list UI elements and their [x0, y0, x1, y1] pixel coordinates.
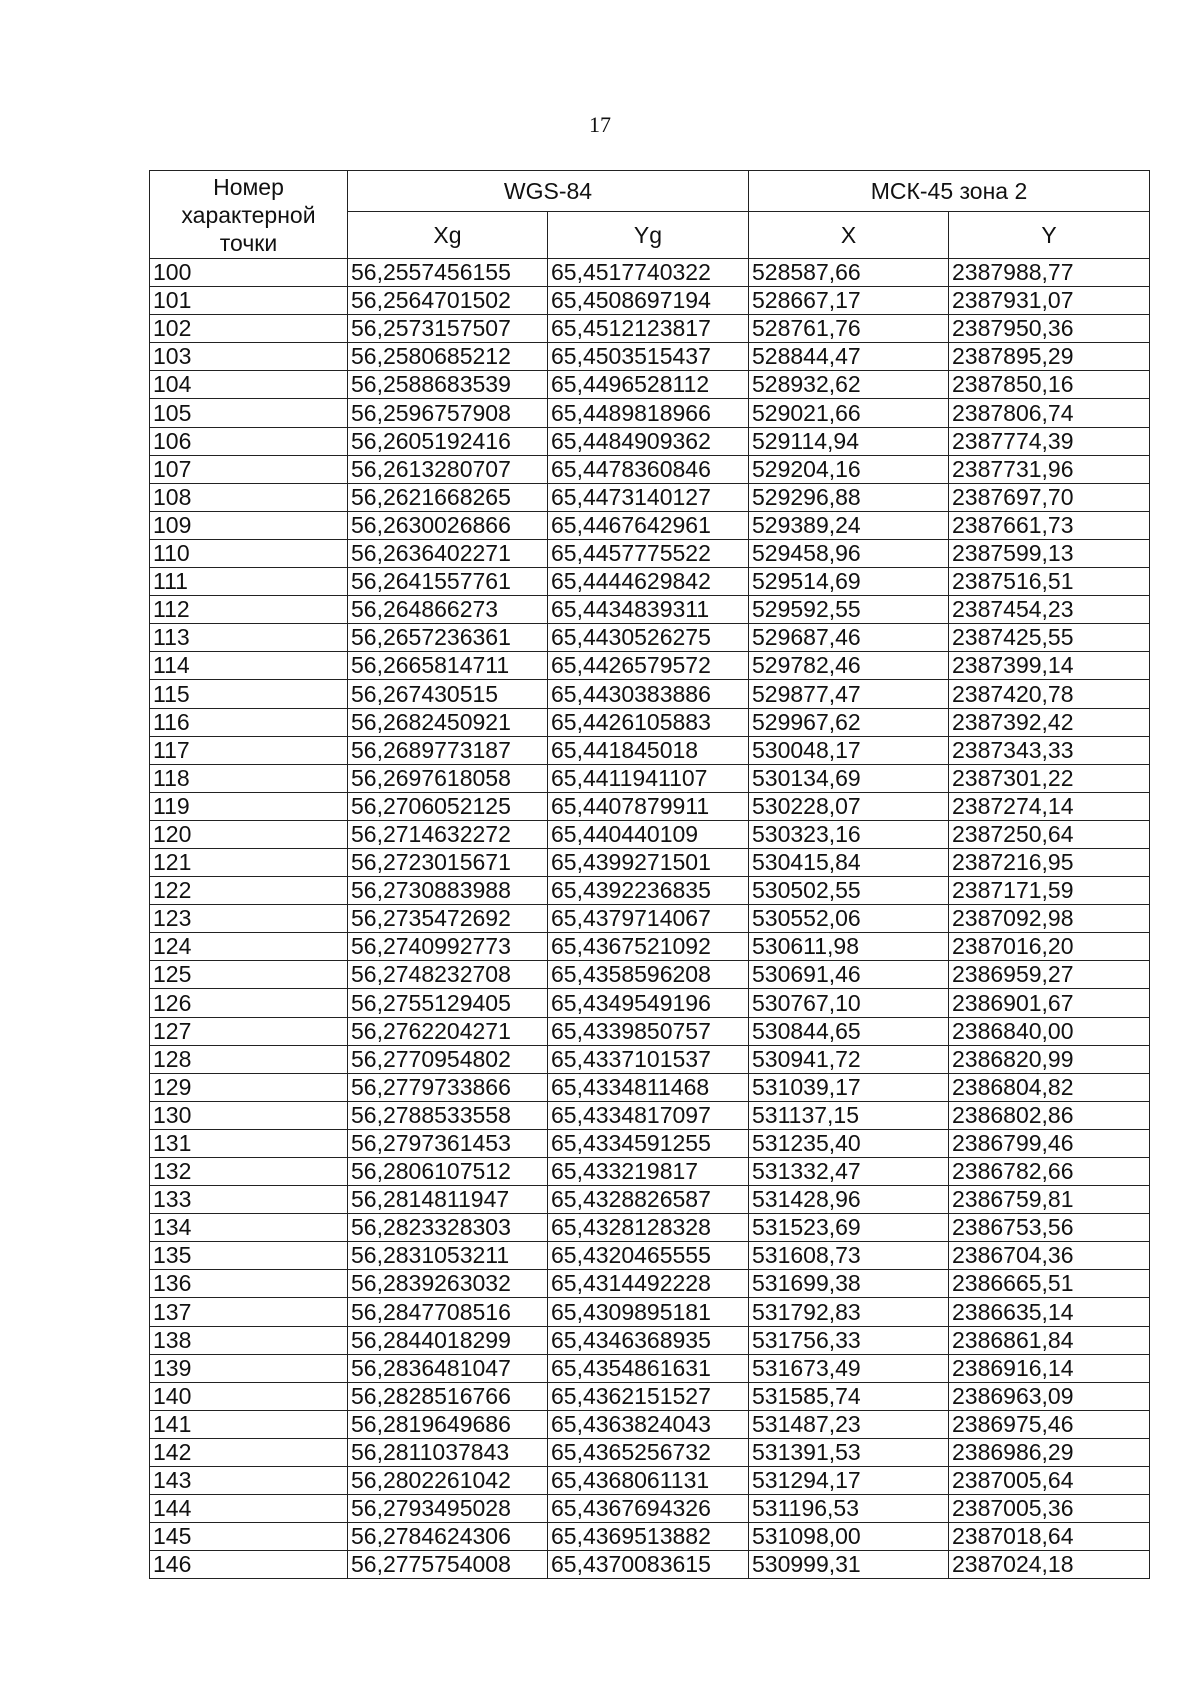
x-cell: 531523,69 [749, 1214, 949, 1242]
x-cell: 531196,53 [749, 1495, 949, 1523]
xg-cell: 56,2564701502 [348, 287, 548, 315]
xg-cell: 56,2621668265 [348, 483, 548, 511]
x-cell: 530611,98 [749, 933, 949, 961]
yg-cell: 65,4320465555 [548, 1242, 749, 1270]
table-row [150, 1158, 1150, 1186]
point-number-cell: 116 [150, 708, 348, 736]
y-cell: 2386804,82 [949, 1073, 1150, 1101]
yg-cell: 65,4314492228 [548, 1270, 749, 1298]
x-cell: 530552,06 [749, 905, 949, 933]
x-cell: 529514,69 [749, 568, 949, 596]
y-cell: 2387516,51 [949, 568, 1150, 596]
table-row [150, 989, 1150, 1017]
y-cell: 2386901,67 [949, 989, 1150, 1017]
x-cell: 530134,69 [749, 764, 949, 792]
y-cell: 2386959,27 [949, 961, 1150, 989]
xg-cell: 56,2714632272 [348, 820, 548, 848]
y-cell: 2386975,46 [949, 1410, 1150, 1438]
y-cell: 2386963,09 [949, 1382, 1150, 1410]
x-cell: 531332,47 [749, 1158, 949, 1186]
yg-cell: 65,4362151527 [548, 1382, 749, 1410]
xg-cell: 56,2793495028 [348, 1495, 548, 1523]
x-cell: 528587,66 [749, 259, 949, 287]
x-cell: 529592,55 [749, 596, 949, 624]
y-cell: 2387018,64 [949, 1523, 1150, 1551]
table-row [150, 427, 1150, 455]
y-cell: 2387697,70 [949, 483, 1150, 511]
yg-cell: 65,4392236835 [548, 877, 749, 905]
point-number-cell: 102 [150, 315, 348, 343]
y-cell: 2387931,07 [949, 287, 1150, 315]
yg-cell: 65,4426579572 [548, 652, 749, 680]
point-number-cell: 105 [150, 399, 348, 427]
table-row [150, 933, 1150, 961]
point-number-cell: 144 [150, 1495, 348, 1523]
xg-cell: 56,2588683539 [348, 371, 548, 399]
xg-cell: 56,2630026866 [348, 511, 548, 539]
y-cell: 2387171,59 [949, 877, 1150, 905]
yg-cell: 65,433219817 [548, 1158, 749, 1186]
xg-cell: 56,2831053211 [348, 1242, 548, 1270]
point-number-cell: 112 [150, 596, 348, 624]
table-row [150, 371, 1150, 399]
xg-cell: 56,2580685212 [348, 343, 548, 371]
point-number-cell: 123 [150, 905, 348, 933]
xg-cell: 56,2828516766 [348, 1382, 548, 1410]
yg-cell: 65,4508697194 [548, 287, 749, 315]
xg-cell: 56,2735472692 [348, 905, 548, 933]
table-row [150, 511, 1150, 539]
x-cell: 529877,47 [749, 680, 949, 708]
y-cell: 2386799,46 [949, 1129, 1150, 1157]
y-cell: 2387950,36 [949, 315, 1150, 343]
y-cell: 2386986,29 [949, 1438, 1150, 1466]
x-cell: 531699,38 [749, 1270, 949, 1298]
table-row [150, 343, 1150, 371]
point-number-cell: 137 [150, 1298, 348, 1326]
point-number-cell: 118 [150, 764, 348, 792]
xg-cell: 56,2613280707 [348, 455, 548, 483]
yg-cell: 65,4379714067 [548, 905, 749, 933]
point-number-cell: 124 [150, 933, 348, 961]
point-number-cell: 145 [150, 1523, 348, 1551]
x-cell: 530999,31 [749, 1551, 949, 1579]
xg-cell: 56,264866273 [348, 596, 548, 624]
yg-cell: 65,4370083615 [548, 1551, 749, 1579]
y-cell: 2386820,99 [949, 1045, 1150, 1073]
x-cell: 530502,55 [749, 877, 949, 905]
x-cell: 530415,84 [749, 848, 949, 876]
table-row [150, 455, 1150, 483]
point-number-cell: 127 [150, 1017, 348, 1045]
y-cell: 2387988,77 [949, 259, 1150, 287]
yg-cell: 65,4407879911 [548, 792, 749, 820]
x-cell: 528932,62 [749, 371, 949, 399]
xg-cell: 56,2779733866 [348, 1073, 548, 1101]
y-cell: 2386635,14 [949, 1298, 1150, 1326]
x-cell: 530048,17 [749, 736, 949, 764]
xg-cell: 56,2706052125 [348, 792, 548, 820]
xg-cell: 56,2665814711 [348, 652, 548, 680]
x-cell: 531294,17 [749, 1467, 949, 1495]
x-cell: 529296,88 [749, 483, 949, 511]
yg-cell: 65,4309895181 [548, 1298, 749, 1326]
xg-cell: 56,2748232708 [348, 961, 548, 989]
point-number-header: Номер характерной точки [150, 171, 348, 259]
table-row [150, 287, 1150, 315]
x-cell: 531137,15 [749, 1101, 949, 1129]
x-cell: 529021,66 [749, 399, 949, 427]
xg-header: Xg [348, 212, 548, 259]
table-row [150, 877, 1150, 905]
xg-cell: 56,2784624306 [348, 1523, 548, 1551]
yg-cell: 65,4367694326 [548, 1495, 749, 1523]
table-row [150, 1298, 1150, 1326]
x-cell: 529204,16 [749, 455, 949, 483]
yg-cell: 65,4368061131 [548, 1467, 749, 1495]
point-number-cell: 120 [150, 820, 348, 848]
yg-cell: 65,441845018 [548, 736, 749, 764]
table-row [150, 736, 1150, 764]
point-number-cell: 109 [150, 511, 348, 539]
yg-cell: 65,4328128328 [548, 1214, 749, 1242]
point-number-cell: 130 [150, 1101, 348, 1129]
yg-cell: 65,4365256732 [548, 1438, 749, 1466]
table-row [150, 792, 1150, 820]
xg-cell: 56,2641557761 [348, 568, 548, 596]
x-cell: 531756,33 [749, 1326, 949, 1354]
x-cell: 529114,94 [749, 427, 949, 455]
xg-cell: 56,2697618058 [348, 764, 548, 792]
y-cell: 2387399,14 [949, 652, 1150, 680]
x-cell: 529687,46 [749, 624, 949, 652]
table-row [150, 848, 1150, 876]
x-cell: 530228,07 [749, 792, 949, 820]
xg-cell: 56,2689773187 [348, 736, 548, 764]
yg-cell: 65,4328826587 [548, 1186, 749, 1214]
yg-cell: 65,4489818966 [548, 399, 749, 427]
xg-cell: 56,2730883988 [348, 877, 548, 905]
table-header [150, 171, 1150, 259]
xg-cell: 56,267430515 [348, 680, 548, 708]
xg-cell: 56,2557456155 [348, 259, 548, 287]
yg-cell: 65,4496528112 [548, 371, 749, 399]
y-cell: 2387216,95 [949, 848, 1150, 876]
y-cell: 2387454,23 [949, 596, 1150, 624]
point-number-cell: 106 [150, 427, 348, 455]
y-cell: 2387895,29 [949, 343, 1150, 371]
point-number-cell: 117 [150, 736, 348, 764]
y-cell: 2387392,42 [949, 708, 1150, 736]
y-cell: 2387425,55 [949, 624, 1150, 652]
yg-cell: 65,4512123817 [548, 315, 749, 343]
x-header: X [749, 212, 949, 259]
point-number-cell: 100 [150, 259, 348, 287]
yg-cell: 65,4473140127 [548, 483, 749, 511]
x-cell: 530323,16 [749, 820, 949, 848]
yg-cell: 65,4484909362 [548, 427, 749, 455]
table-row [150, 624, 1150, 652]
yg-cell: 65,4444629842 [548, 568, 749, 596]
point-number-cell: 132 [150, 1158, 348, 1186]
point-number-cell: 122 [150, 877, 348, 905]
x-cell: 529458,96 [749, 539, 949, 567]
x-cell: 529389,24 [749, 511, 949, 539]
xg-cell: 56,2836481047 [348, 1354, 548, 1382]
table-row [150, 1326, 1150, 1354]
yg-cell: 65,4457775522 [548, 539, 749, 567]
page-number: 17 [589, 112, 611, 137]
table-row [150, 1410, 1150, 1438]
point-number-cell: 131 [150, 1129, 348, 1157]
table-row [150, 315, 1150, 343]
yg-cell: 65,4399271501 [548, 848, 749, 876]
yg-cell: 65,4334817097 [548, 1101, 749, 1129]
point-number-cell: 142 [150, 1438, 348, 1466]
y-cell: 2387250,64 [949, 820, 1150, 848]
yg-cell: 65,4334811468 [548, 1073, 749, 1101]
table-row [150, 1242, 1150, 1270]
y-cell: 2387024,18 [949, 1551, 1150, 1579]
yg-cell: 65,4363824043 [548, 1410, 749, 1438]
yg-cell: 65,4430526275 [548, 624, 749, 652]
point-number-cell: 113 [150, 624, 348, 652]
x-cell: 531608,73 [749, 1242, 949, 1270]
yg-cell: 65,4430383886 [548, 680, 749, 708]
xg-cell: 56,2657236361 [348, 624, 548, 652]
x-cell: 531673,49 [749, 1354, 949, 1382]
point-number-cell: 140 [150, 1382, 348, 1410]
x-cell: 531098,00 [749, 1523, 949, 1551]
y-cell: 2386759,81 [949, 1186, 1150, 1214]
table-row [150, 652, 1150, 680]
xg-cell: 56,2723015671 [348, 848, 548, 876]
point-number-cell: 121 [150, 848, 348, 876]
point-number-cell: 103 [150, 343, 348, 371]
y-cell: 2387016,20 [949, 933, 1150, 961]
point-number-cell: 143 [150, 1467, 348, 1495]
table-row [150, 1186, 1150, 1214]
point-number-cell: 128 [150, 1045, 348, 1073]
table-body [150, 259, 1150, 1579]
table-row [150, 1045, 1150, 1073]
y-cell: 2387850,16 [949, 371, 1150, 399]
yg-cell: 65,4467642961 [548, 511, 749, 539]
y-cell: 2386782,66 [949, 1158, 1150, 1186]
table-row [150, 1214, 1150, 1242]
yg-header: Yg [548, 212, 749, 259]
x-cell: 531235,40 [749, 1129, 949, 1157]
yg-cell: 65,4517740322 [548, 259, 749, 287]
table-row [150, 1270, 1150, 1298]
table-row [150, 1551, 1150, 1579]
xg-cell: 56,2770954802 [348, 1045, 548, 1073]
yg-cell: 65,4367521092 [548, 933, 749, 961]
x-cell: 528844,47 [749, 343, 949, 371]
yg-cell: 65,4334591255 [548, 1129, 749, 1157]
point-number-cell: 125 [150, 961, 348, 989]
xg-cell: 56,2605192416 [348, 427, 548, 455]
yg-cell: 65,4349549196 [548, 989, 749, 1017]
y-cell: 2386916,14 [949, 1354, 1150, 1382]
y-cell: 2387005,64 [949, 1467, 1150, 1495]
yg-cell: 65,4426105883 [548, 708, 749, 736]
xg-cell: 56,2775754008 [348, 1551, 548, 1579]
yg-cell: 65,440440109 [548, 820, 749, 848]
x-cell: 531585,74 [749, 1382, 949, 1410]
y-cell: 2387005,36 [949, 1495, 1150, 1523]
xg-cell: 56,2596757908 [348, 399, 548, 427]
x-cell: 531039,17 [749, 1073, 949, 1101]
table-row [150, 483, 1150, 511]
y-cell: 2387092,98 [949, 905, 1150, 933]
table-row [150, 708, 1150, 736]
table-row [150, 1101, 1150, 1129]
y-cell: 2387661,73 [949, 511, 1150, 539]
point-number-cell: 133 [150, 1186, 348, 1214]
y-cell: 2386665,51 [949, 1270, 1150, 1298]
point-number-cell: 114 [150, 652, 348, 680]
point-number-cell: 146 [150, 1551, 348, 1579]
x-cell: 530767,10 [749, 989, 949, 1017]
msk45-header: МСК-45 зона 2 [749, 171, 1150, 212]
x-cell: 531487,23 [749, 1410, 949, 1438]
xg-cell: 56,2573157507 [348, 315, 548, 343]
y-cell: 2386704,36 [949, 1242, 1150, 1270]
point-number-cell: 126 [150, 989, 348, 1017]
table-row [150, 1073, 1150, 1101]
xg-cell: 56,2802261042 [348, 1467, 548, 1495]
xg-cell: 56,2806107512 [348, 1158, 548, 1186]
y-cell: 2386753,56 [949, 1214, 1150, 1242]
table-row [150, 820, 1150, 848]
yg-cell: 65,4503515437 [548, 343, 749, 371]
yg-cell: 65,4434839311 [548, 596, 749, 624]
table-row [150, 596, 1150, 624]
xg-cell: 56,2740992773 [348, 933, 548, 961]
xg-cell: 56,2814811947 [348, 1186, 548, 1214]
y-cell: 2386861,84 [949, 1326, 1150, 1354]
point-number-cell: 119 [150, 792, 348, 820]
x-cell: 528761,76 [749, 315, 949, 343]
y-cell: 2386840,00 [949, 1017, 1150, 1045]
y-cell: 2387731,96 [949, 455, 1150, 483]
point-number-cell: 115 [150, 680, 348, 708]
x-cell: 531391,53 [749, 1438, 949, 1466]
table-row [150, 1495, 1150, 1523]
point-number-cell: 136 [150, 1270, 348, 1298]
yg-cell: 65,4354861631 [548, 1354, 749, 1382]
table-row [150, 568, 1150, 596]
point-number-cell: 129 [150, 1073, 348, 1101]
point-number-cell: 139 [150, 1354, 348, 1382]
x-cell: 528667,17 [749, 287, 949, 315]
point-number-cell: 135 [150, 1242, 348, 1270]
coordinates-table [149, 170, 1150, 1579]
xg-cell: 56,2847708516 [348, 1298, 548, 1326]
table-row [150, 539, 1150, 567]
x-cell: 529967,62 [749, 708, 949, 736]
y-header: Y [949, 212, 1150, 259]
y-cell: 2387599,13 [949, 539, 1150, 567]
point-number-cell: 101 [150, 287, 348, 315]
yg-cell: 65,4339850757 [548, 1017, 749, 1045]
table-row [150, 1382, 1150, 1410]
point-number-cell: 141 [150, 1410, 348, 1438]
y-cell: 2387301,22 [949, 764, 1150, 792]
table-row [150, 764, 1150, 792]
table-row [150, 1438, 1150, 1466]
table-row [150, 399, 1150, 427]
point-number-cell: 110 [150, 539, 348, 567]
xg-cell: 56,2682450921 [348, 708, 548, 736]
x-cell: 530844,65 [749, 1017, 949, 1045]
xg-cell: 56,2762204271 [348, 1017, 548, 1045]
yg-cell: 65,4337101537 [548, 1045, 749, 1073]
point-number-cell: 111 [150, 568, 348, 596]
y-cell: 2387343,33 [949, 736, 1150, 764]
yg-cell: 65,4346368935 [548, 1326, 749, 1354]
x-cell: 530691,46 [749, 961, 949, 989]
table-row [150, 905, 1150, 933]
yg-cell: 65,4369513882 [548, 1523, 749, 1551]
x-cell: 529782,46 [749, 652, 949, 680]
table-row [150, 680, 1150, 708]
table-row [150, 1523, 1150, 1551]
xg-cell: 56,2811037843 [348, 1438, 548, 1466]
xg-cell: 56,2823328303 [348, 1214, 548, 1242]
table-row [150, 961, 1150, 989]
yg-cell: 65,4358596208 [548, 961, 749, 989]
yg-cell: 65,4478360846 [548, 455, 749, 483]
x-cell: 531792,83 [749, 1298, 949, 1326]
point-number-cell: 138 [150, 1326, 348, 1354]
xg-cell: 56,2788533558 [348, 1101, 548, 1129]
y-cell: 2387274,14 [949, 792, 1150, 820]
xg-cell: 56,2844018299 [348, 1326, 548, 1354]
y-cell: 2387774,39 [949, 427, 1150, 455]
y-cell: 2387420,78 [949, 680, 1150, 708]
point-number-cell: 108 [150, 483, 348, 511]
table-row [150, 1354, 1150, 1382]
table-row [150, 259, 1150, 287]
x-cell: 531428,96 [749, 1186, 949, 1214]
point-number-cell: 134 [150, 1214, 348, 1242]
x-cell: 530941,72 [749, 1045, 949, 1073]
point-number-cell: 104 [150, 371, 348, 399]
table-row [150, 1017, 1150, 1045]
point-number-cell: 107 [150, 455, 348, 483]
yg-cell: 65,4411941107 [548, 764, 749, 792]
xg-cell: 56,2755129405 [348, 989, 548, 1017]
xg-cell: 56,2636402271 [348, 539, 548, 567]
wgs84-header: WGS-84 [348, 171, 749, 212]
y-cell: 2387806,74 [949, 399, 1150, 427]
table-row [150, 1467, 1150, 1495]
xg-cell: 56,2797361453 [348, 1129, 548, 1157]
table-row [150, 1129, 1150, 1157]
y-cell: 2386802,86 [949, 1101, 1150, 1129]
xg-cell: 56,2839263032 [348, 1270, 548, 1298]
xg-cell: 56,2819649686 [348, 1410, 548, 1438]
